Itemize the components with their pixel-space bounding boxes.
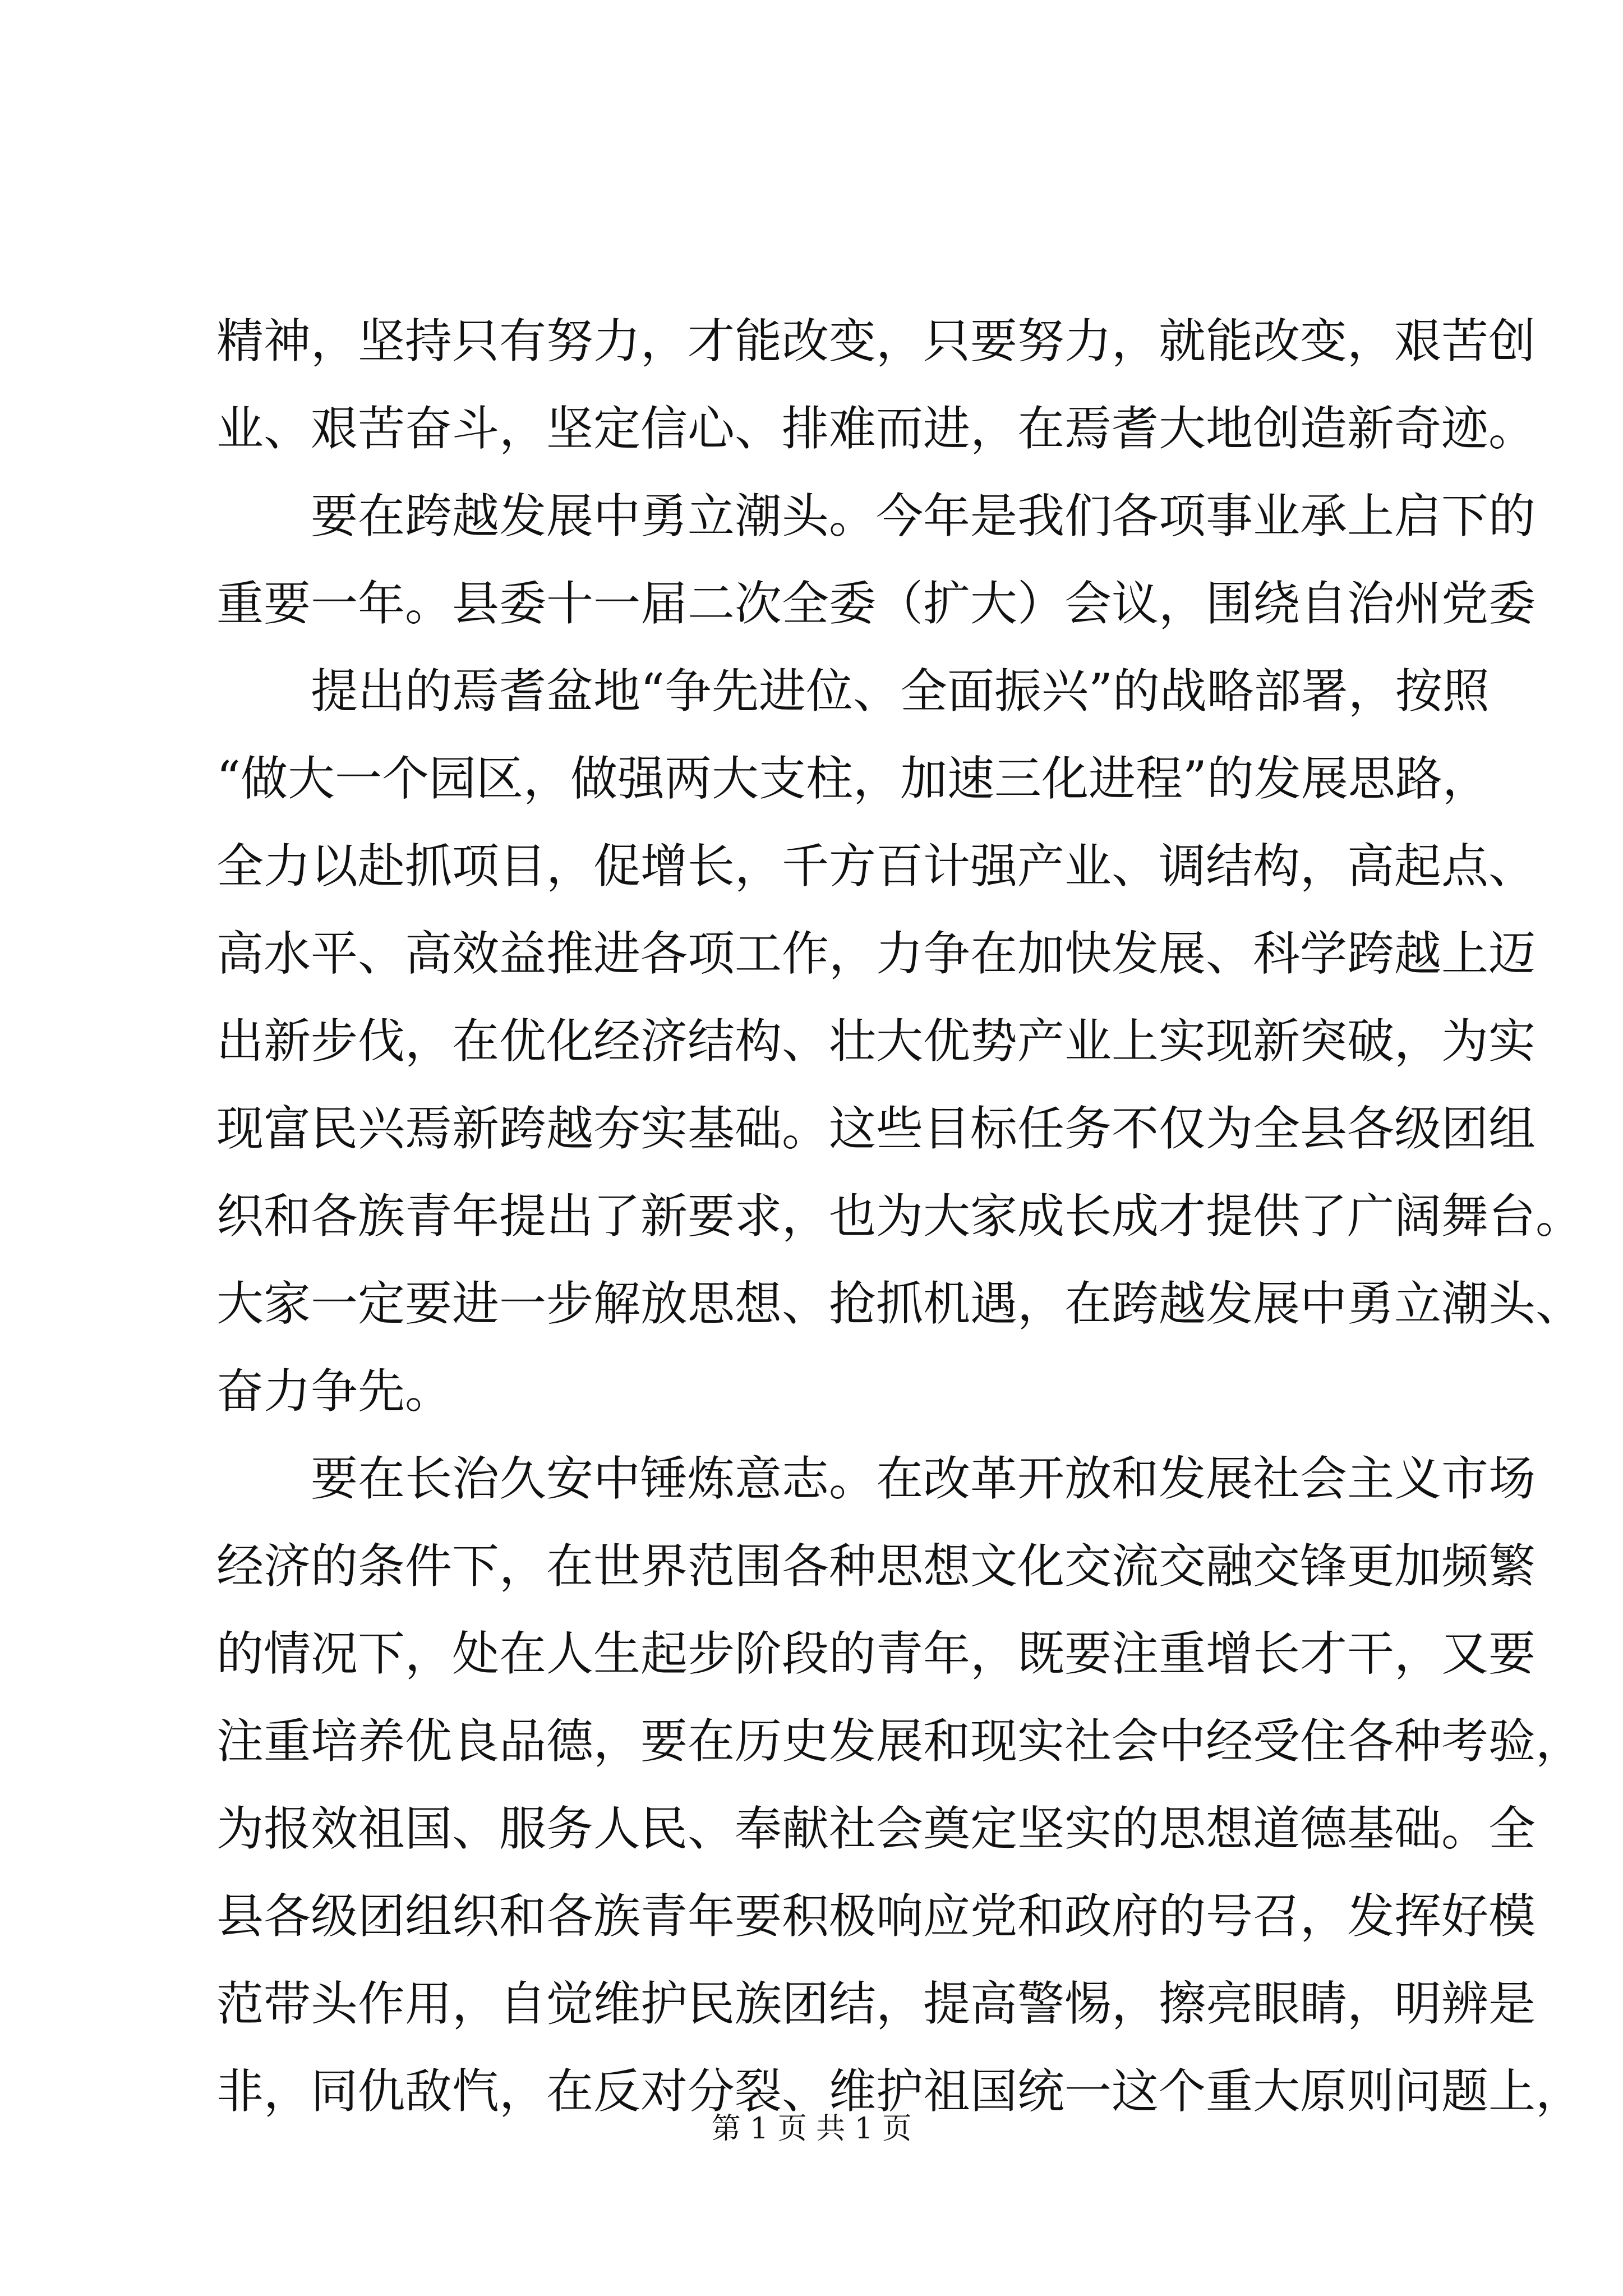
text-line: 重要一年。县委十一届二次全委（扩大）会议，围绕自治州党委 (216, 576, 1536, 631)
text-line: 织和各族青年提出了新要求，也为大家成长成才提供了广阔舞台。 (216, 1189, 1583, 1244)
text-line: 大家一定要进一步解放思想、抢抓机遇，在跨越发展中勇立潮头、 (216, 1276, 1583, 1331)
text-line: 现富民兴焉新跨越夯实基础。这些目标任务不仅为全县各级团组 (216, 1101, 1536, 1156)
text-line: 提出的焉耆盆地“争先进位、全面振兴”的战略部署，按照 (311, 664, 1490, 719)
text-line: 经济的条件下，在世界范围各种思想文化交流交融交锋更加频繁 (216, 1539, 1536, 1594)
text-line: 县各级团组织和各族青年要积极响应党和政府的号召，发挥好模 (216, 1889, 1536, 1944)
text-line: 要在跨越发展中勇立潮头。今年是我们各项事业承上启下的 (311, 489, 1536, 544)
text-line: “做大一个园区，做强两大支柱，加速三化进程”的发展思路， (216, 751, 1490, 806)
text-line: 奋力争先。 (216, 1364, 453, 1419)
document-body (216, 297, 1583, 2135)
text-line: 业、艰苦奋斗，坚定信心、排难而进，在焉耆大地创造新奇迹。 (216, 401, 1536, 456)
text-line: 高水平、高效益推进各项工作，力争在加快发展、科学跨越上迈 (216, 926, 1536, 981)
text-line: 精神，坚持只有努力，才能改变，只要努力，就能改变，艰苦创 (216, 314, 1536, 369)
text-line: 非，同仇敌忾，在反对分裂、维护祖国统一这个重大原则问题上， (216, 2064, 1583, 2119)
text-line: 要在长治久安中锤炼意志。在改革开放和发展社会主义市场 (311, 1451, 1536, 1506)
text-line: 全力以赴抓项目，促增长，千方百计强产业、调结构，高起点、 (216, 839, 1536, 894)
text-line: 的情况下，处在人生起步阶段的青年，既要注重增长才干，又要 (216, 1626, 1536, 1681)
text-line: 注重培养优良品德，要在历史发展和现实社会中经受住各种考验， (216, 1714, 1583, 1769)
text-line: 为报效祖国、服务人民、奉献社会奠定坚实的思想道德基础。全 (216, 1801, 1536, 1856)
page-footer: 第 1 页 共 1 页 (711, 2112, 912, 2146)
text-line: 出新步伐，在优化经济结构、壮大优势产业上实现新突破，为实 (216, 1014, 1536, 1069)
text-line: 范带头作用，自觉维护民族团结，提高警惕，擦亮眼睛，明辨是 (216, 1976, 1536, 2031)
